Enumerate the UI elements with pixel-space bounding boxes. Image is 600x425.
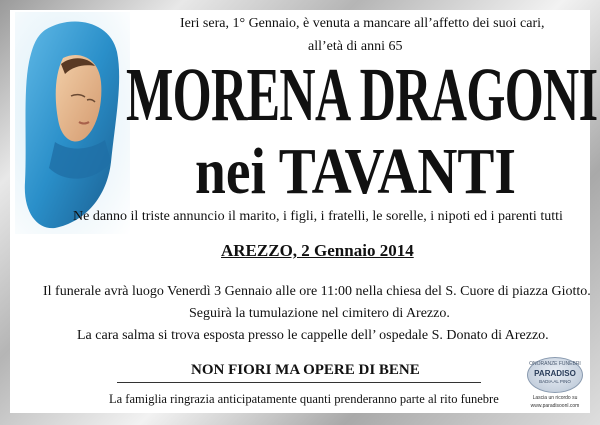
madonna-portrait — [15, 12, 130, 234]
logo-footer-1: Lascia un ricordo su — [532, 395, 578, 401]
married-name: nei TAVANTI — [195, 135, 516, 208]
place-date: AREZZO, 2 Gennaio 2014 — [221, 241, 414, 260]
logo-footer-2[interactable]: www.paradisoonl.com — [530, 403, 580, 409]
logo-badge — [527, 357, 583, 393]
funeral-home-logo — [522, 357, 588, 413]
deceased-name: MORENA DRAGONI — [126, 53, 598, 137]
divider-rule — [117, 382, 481, 383]
intro-line-2: all’età di anni 65 — [308, 39, 403, 54]
intro-line-1: Ieri sera, 1° Gennaio, è venuta a mancare all’affetto dei suoi cari, — [180, 16, 545, 31]
funeral-details: Il funerale avrà luogo Venerdì 3 Gennaio alle ore 11:00 nella chiesa del S. Cuore di piazza Giotto. — [43, 284, 591, 299]
announcement-line: Ne danno il triste annuncio il marito, i figli, i fratelli, le sorelle, i nipoti ed i parenti tutti — [73, 209, 563, 224]
deceased-name-wrap — [126, 53, 598, 137]
logo-top-text: ONORANZE FUNEBRI — [529, 361, 581, 367]
burial-details: Seguirà la tumulazione nel cimitero di Arezzo. — [189, 306, 450, 321]
logo-name: PARADISO — [534, 369, 576, 378]
thanks-line: La famiglia ringrazia anticipatamente quanti prenderanno parte al rito funebre — [109, 392, 499, 406]
viewing-details: La cara salma si trova esposta presso le cappelle dell’ ospedale S. Donato di Arezzo. — [77, 328, 549, 343]
logo-sub: BADIA AL PINO — [539, 379, 571, 384]
married-name-wrap — [195, 137, 535, 207]
no-flowers-notice: NON FIORI MA OPERE DI BENE — [191, 362, 420, 378]
